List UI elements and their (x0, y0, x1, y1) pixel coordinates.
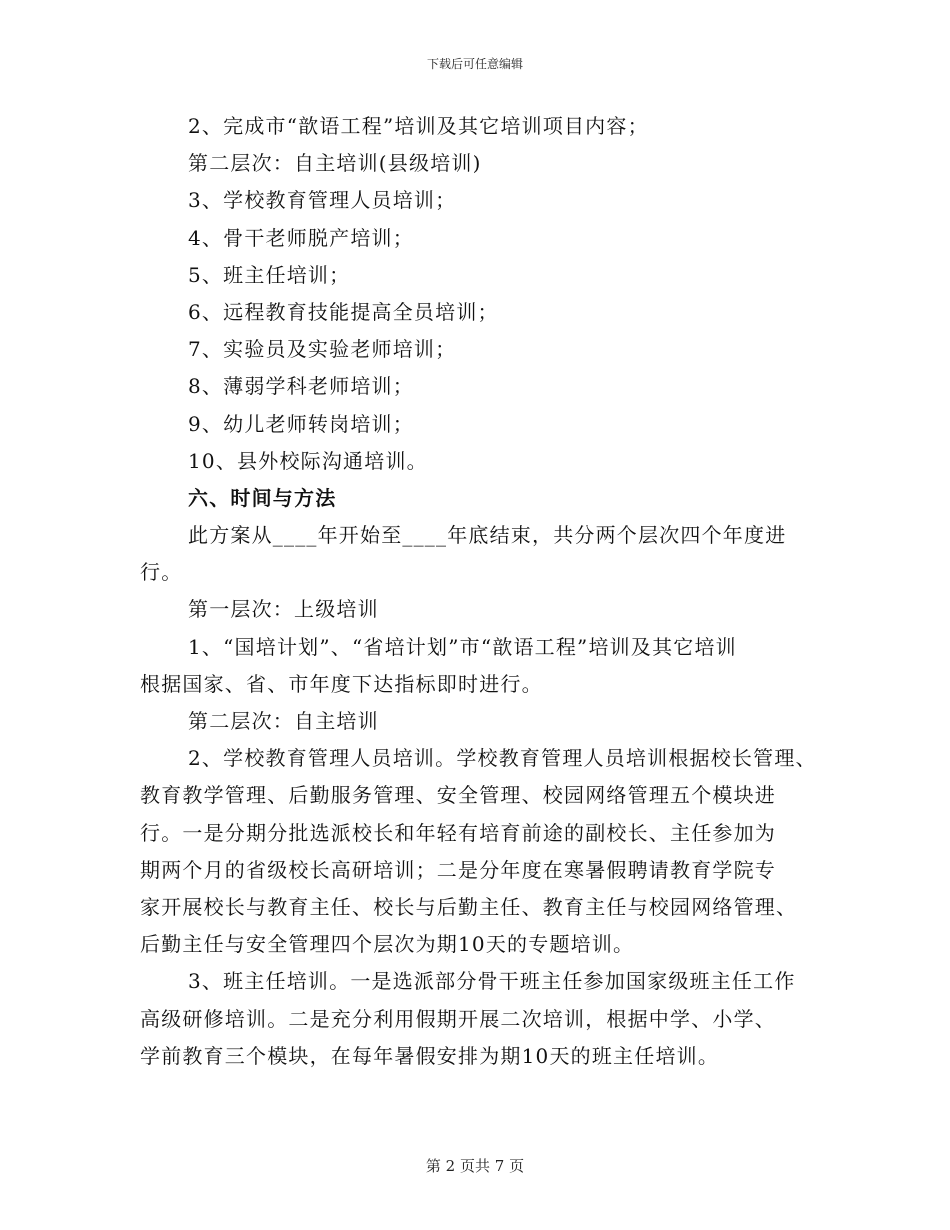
paragraph-line: 教育教学管理、后勤服务管理、安全管理、校园网络管理五个模块进 (140, 783, 776, 808)
level-two-label: 第二层次：自主培训(县级培训) (188, 151, 482, 176)
level-one-label: 第一层次：上级培训 (188, 597, 379, 622)
paragraph-line: 后勤主任与安全管理四个层次为期10天的专题培训。 (140, 932, 635, 957)
list-item-10: 10、县外校际沟通培训。 (188, 448, 428, 473)
list-item-6: 6、远程教育技能提高全员培训； (188, 299, 499, 324)
level-two-label: 第二层次：自主培训 (188, 709, 379, 733)
paragraph-line: 高级研修培训。二是充分利用假期开展二次培训，根据中学、小学、 (140, 1006, 776, 1031)
list-item-7: 7、实验员及实验老师培训； (188, 337, 457, 362)
paragraph-line: 1、“国培计划”、“省培计划”市“歆语工程”培训及其它培训 (188, 634, 737, 659)
paragraph-line: 期两个月的省级校长高研培训；二是分年度在寒暑假聘请教育学院专 (140, 857, 776, 882)
paragraph-line: 学前教育三个模块，在每年暑假安排为期10天的班主任培训。 (140, 1043, 720, 1068)
list-item-3: 3、学校教育管理人员培训； (188, 188, 457, 213)
paragraph-line: 根据国家、省、市年度下达指标即时进行。 (140, 671, 543, 696)
paragraph-line: 3、班主任培训。一是选派部分骨干班主任参加国家级班主任工作 (188, 969, 796, 994)
paragraph-line: 2、学校教育管理人员培训。学校教育管理人员培训根据校长管理、 (188, 746, 817, 771)
list-item-9: 9、幼儿老师转岗培训； (188, 411, 414, 436)
paragraph-line: 行。一是分期分批选派校长和年轻有培育前途的副校长、主任参加为 (140, 820, 776, 845)
list-item-5: 5、班主任培训； (188, 262, 351, 287)
paragraph-line: 家开展校长与教育主任、校长与后勤主任、教育主任与校园网络管理、 (140, 894, 798, 919)
list-item-8: 8、薄弱学科老师培训； (188, 374, 414, 399)
paragraph-line: 此方案从____年开始至____年底结束，共分两个层次四个年度进 (188, 523, 787, 548)
section-heading: 六、时间与方法 (188, 485, 337, 510)
list-item-2: 2、完成市“歆语工程”培训及其它培训项目内容； (188, 114, 649, 138)
list-item-4: 4、骨干老师脱产培训； (188, 225, 414, 250)
page-number: 第 2 页共 7 页 (425, 1157, 525, 1175)
page-header: 下载后可任意编辑 (426, 57, 523, 71)
paragraph-line: 行。 (140, 560, 183, 585)
document-body (140, 108, 830, 1075)
